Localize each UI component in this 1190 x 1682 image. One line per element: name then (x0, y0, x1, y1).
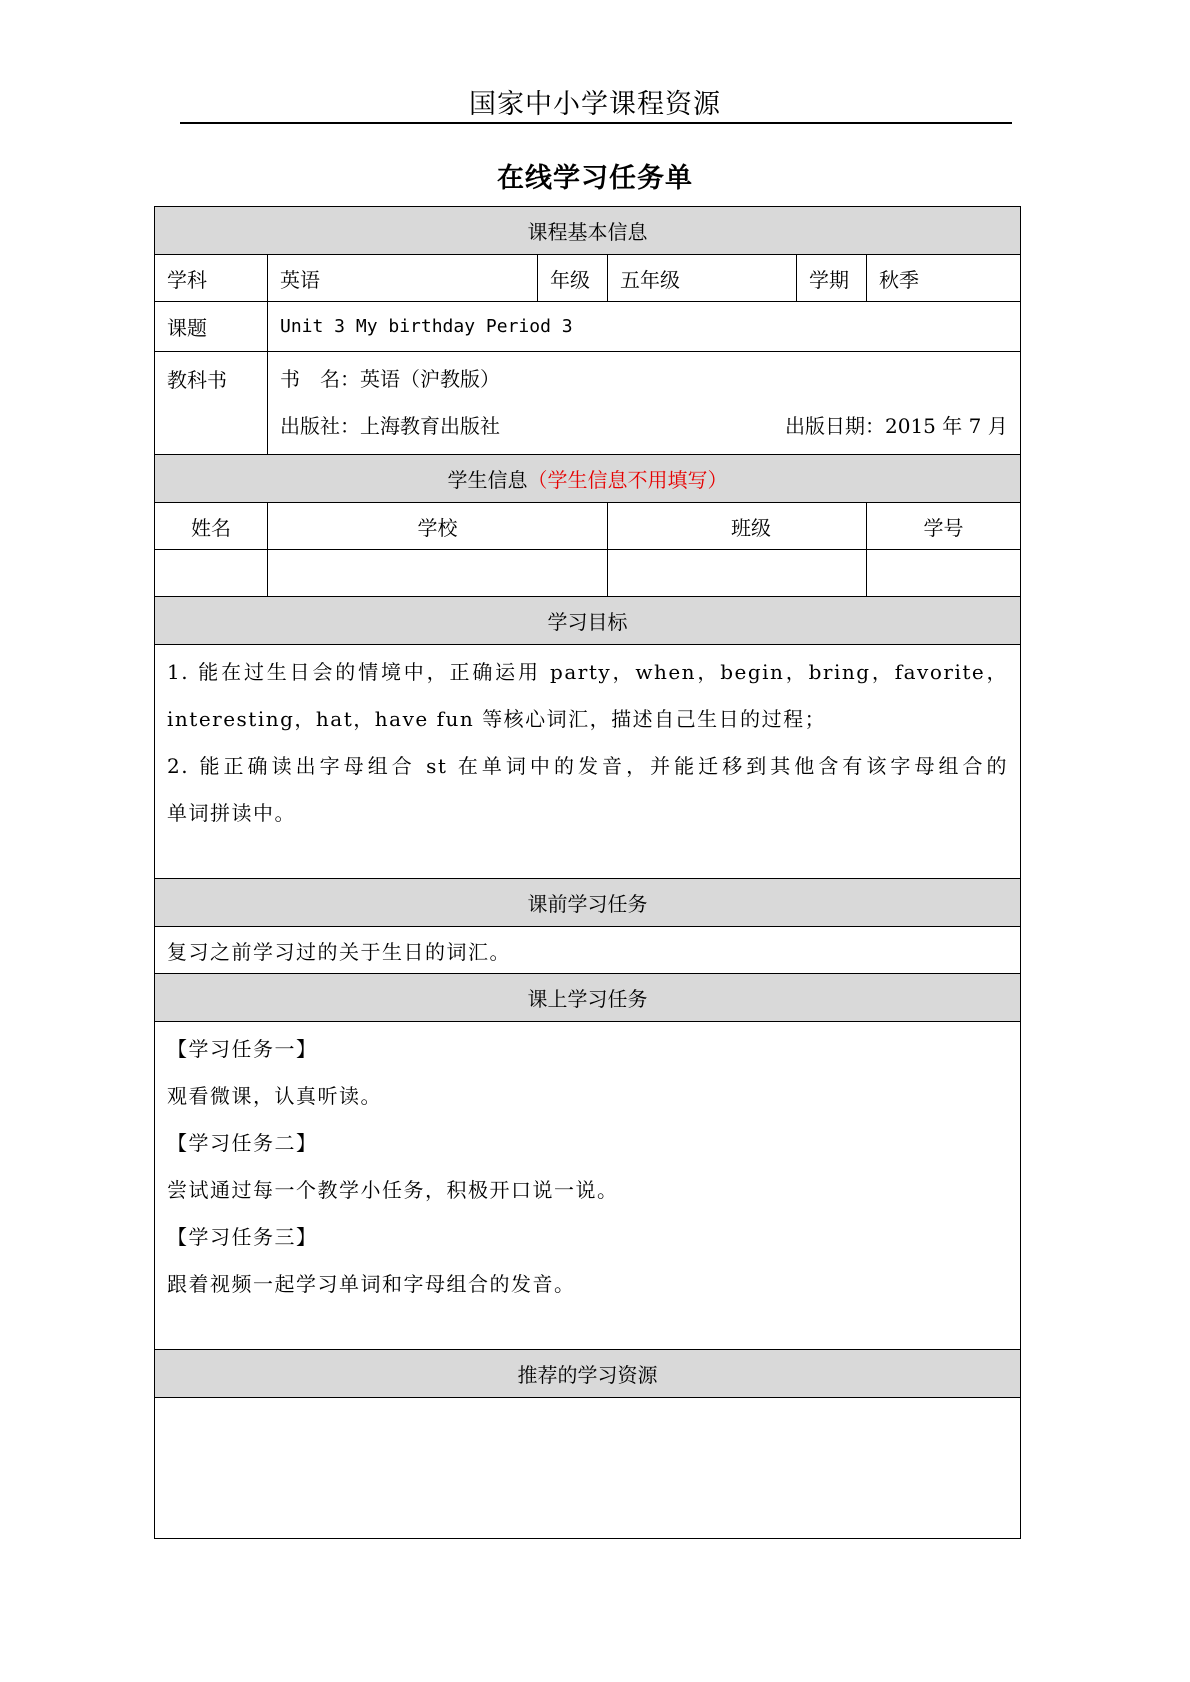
pre-class-text: 复习之前学习过的关于生日的词汇。 (155, 927, 1021, 974)
task-sheet-table (154, 206, 1021, 1539)
task-3-text: 跟着视频一起学习单词和字母组合的发音。 (167, 1272, 576, 1296)
topic-value: Unit 3 My birthday Period 3 (268, 302, 1021, 352)
textbook-details (268, 352, 1021, 455)
header-divider (180, 122, 1012, 124)
subject-label: 学科 (155, 255, 268, 302)
page-header-title: 国家中小学课程资源 (469, 89, 721, 120)
publish-date-line: 出版日期：2015 年 7 月 (785, 414, 1008, 438)
section-header-goals: 学习目标 (155, 597, 1021, 645)
term-value: 秋季 (867, 255, 1021, 302)
goal-line-4: 单词拼读中。 (167, 801, 296, 825)
grade-label: 年级 (538, 255, 608, 302)
section-header-student-info (155, 455, 1021, 503)
task-3-title: 【学习任务三】 (167, 1225, 318, 1249)
goal-line-2: interesting，hat，have fun 等核心词汇，描述自己生日的过程； (167, 707, 827, 731)
grade-value: 五年级 (608, 255, 797, 302)
publisher-line: 出版社：上海教育出版社 (280, 414, 500, 438)
task-2-text: 尝试通过每一个教学小任务，积极开口说一说。 (167, 1178, 619, 1202)
name-field[interactable] (155, 550, 268, 597)
in-class-content (155, 1022, 1021, 1350)
resources-content (155, 1398, 1021, 1539)
school-field[interactable] (268, 550, 608, 597)
task-2-title: 【学习任务二】 (167, 1131, 318, 1155)
goal-line-3: 2. 能正确读出字母组合 st 在单词中的发音，并能迁移到其他含有该字母组合的 (167, 754, 1009, 778)
class-field[interactable] (608, 550, 867, 597)
section-header-course-info: 课程基本信息 (155, 207, 1021, 255)
section-header-in-class: 课上学习任务 (155, 974, 1021, 1022)
student-id-header: 学号 (867, 503, 1021, 550)
section-header-resources: 推荐的学习资源 (155, 1350, 1021, 1398)
subject-value: 英语 (268, 255, 538, 302)
school-header: 学校 (268, 503, 608, 550)
name-header: 姓名 (155, 503, 268, 550)
topic-label: 课题 (155, 302, 268, 352)
textbook-label: 教科书 (155, 352, 268, 455)
book-name-line: 书 名：英语（沪教版） (280, 367, 500, 391)
task-1-text: 观看微课，认真听读。 (167, 1084, 382, 1108)
student-id-field[interactable] (867, 550, 1021, 597)
student-info-label: 学生信息 (447, 468, 528, 492)
class-header: 班级 (608, 503, 867, 550)
publisher-row (280, 403, 1008, 450)
term-label: 学期 (797, 255, 867, 302)
goals-content (155, 645, 1021, 879)
goal-line-1: 1. 能在过生日会的情境中，正确运用 party，when，begin，bring，favorite， (167, 660, 1009, 684)
student-info-note: （学生信息不用填写） (527, 468, 728, 492)
document-title: 在线学习任务单 (497, 163, 693, 194)
section-header-pre-class: 课前学习任务 (155, 879, 1021, 927)
task-1-title: 【学习任务一】 (167, 1037, 318, 1061)
